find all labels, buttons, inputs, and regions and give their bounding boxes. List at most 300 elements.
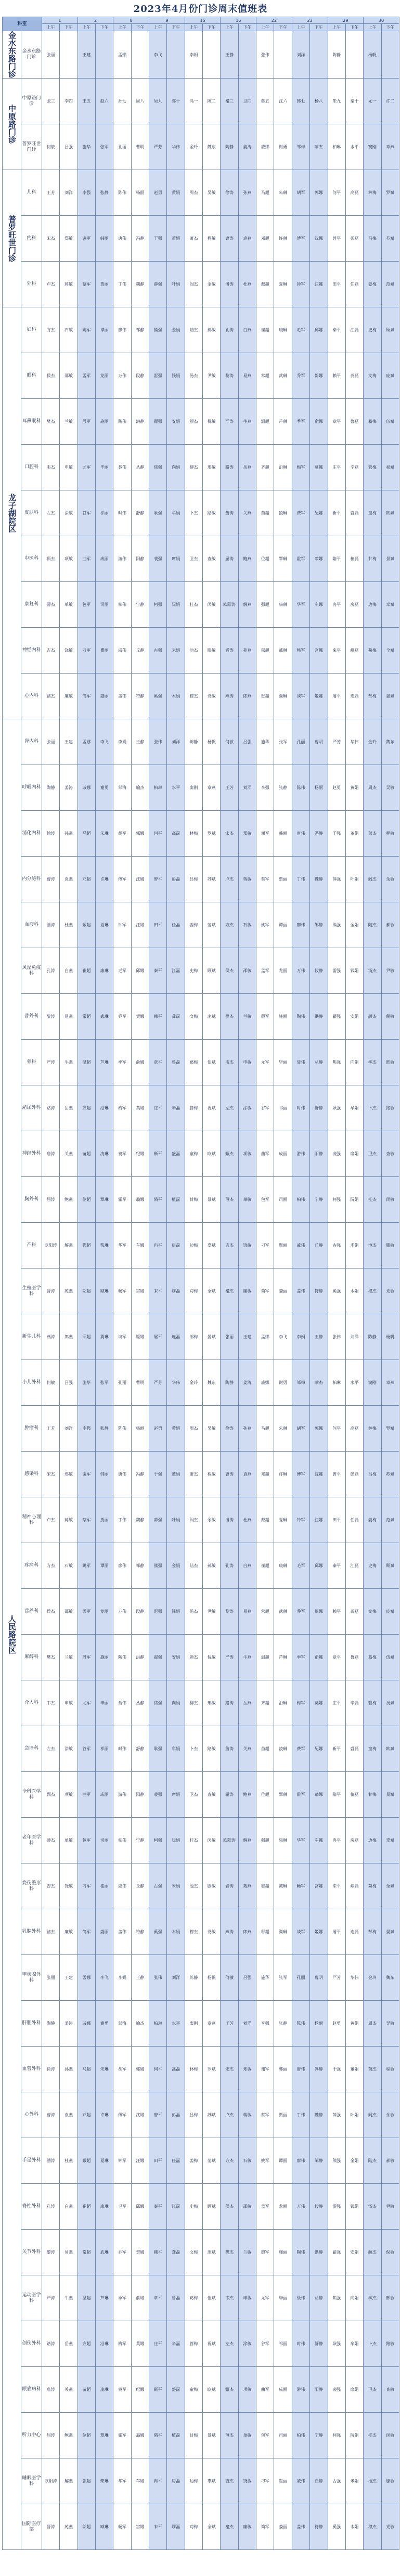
duty-cell <box>77 2275 95 2321</box>
doctor-name: 赵勇 <box>153 1426 162 1431</box>
doctor-name: 甘梅 <box>189 1197 198 1202</box>
doctor-name: 滕敏 <box>386 2479 395 2483</box>
doctor-name: 曹涛 <box>225 236 234 241</box>
doctor-name: 阎杰 <box>368 2113 377 2117</box>
duty-cell <box>256 1452 274 1497</box>
duty-cell <box>274 1314 292 1360</box>
duty-cell <box>203 1680 221 1726</box>
duty-cell <box>364 1543 381 1589</box>
doctor-name: 安娟 <box>350 2250 359 2255</box>
doctor-name: 涂敏 <box>64 511 73 515</box>
duty-cell <box>131 79 149 124</box>
doctor-name: 伍斌 <box>386 419 395 424</box>
duty-cell <box>310 1635 328 1680</box>
doctor-name: 邹梅 <box>118 2021 127 2026</box>
doctor-name: 廉敏 <box>64 694 73 698</box>
doctor-name: 隋平 <box>332 1792 341 1797</box>
half-day-header: 下午 <box>310 24 328 31</box>
duty-cell <box>185 1955 202 2001</box>
doctor-name: 陈静 <box>332 52 341 57</box>
duty-cell <box>345 1543 363 1589</box>
duty-cell <box>328 994 345 1040</box>
duty-cell <box>131 674 149 719</box>
doctor-name: 蔡军 <box>261 2113 269 2117</box>
doctor-name: 沈娜 <box>136 877 145 882</box>
doctor-name: 张静 <box>279 785 288 790</box>
doctor-name: 芦琳 <box>279 419 288 424</box>
duty-cell <box>345 628 363 674</box>
doctor-name: 符静 <box>136 694 145 698</box>
duty-cell <box>381 1909 399 1955</box>
doctor-name: 邹静 <box>136 1563 145 1568</box>
doctor-name: 耿强 <box>153 1746 162 1751</box>
duty-cell <box>203 1040 221 1085</box>
duty-cell <box>60 353 77 399</box>
duty-cell <box>238 2321 256 2367</box>
duty-cell <box>77 536 95 582</box>
doctor-name: 莫娜 <box>314 465 323 470</box>
duty-cell <box>310 2413 328 2458</box>
doctor-name: 奚强 <box>332 2525 341 2529</box>
dept-name: 心内科 <box>21 674 42 719</box>
duty-cell <box>381 31 399 79</box>
half-day-header: 下午 <box>60 24 77 31</box>
duty-cell <box>310 811 328 857</box>
doctor-name: 牛燕 <box>243 419 252 424</box>
doctor-name: 熊强 <box>153 1563 162 1568</box>
doctor-name: 石敏 <box>243 2158 252 2163</box>
dept-name: 肾内科 <box>21 719 42 765</box>
duty-cell <box>310 1040 328 1085</box>
doctor-name: 江磊 <box>172 2204 180 2209</box>
doctor-name: 郭娜 <box>314 1426 323 1431</box>
doctor-name: 焦强 <box>332 1060 341 1065</box>
doctor-name: 景斌 <box>207 2433 216 2438</box>
doctor-name: 宋杰 <box>46 236 55 241</box>
duty-cell <box>185 1040 202 1085</box>
doctor-name: 冀琳 <box>100 1335 109 1339</box>
duty-cell <box>328 1635 345 1680</box>
duty-cell <box>310 124 328 170</box>
doctor-name: 童梅 <box>368 1746 377 1751</box>
duty-cell <box>77 902 95 948</box>
doctor-name: 宁静 <box>136 602 145 607</box>
duty-cell <box>292 2458 309 2504</box>
doctor-name: 庞斌 <box>386 1609 395 1614</box>
duty-cell <box>203 124 221 170</box>
doctor-name: 葛梅 <box>189 2296 198 2300</box>
doctor-name: 孟军 <box>261 2204 269 2209</box>
doctor-name: 杜燕 <box>243 1518 252 1522</box>
doctor-name: 陈伟 <box>118 190 127 195</box>
doctor-name: 窦刚 <box>189 2021 198 2026</box>
doctor-name: 邓超 <box>82 2113 91 2117</box>
duty-cell <box>364 536 381 582</box>
doctor-name: 盛磊 <box>350 1746 359 1751</box>
duty-cell <box>203 765 221 811</box>
duty-cell <box>185 2138 202 2184</box>
doctor-name: 杨八 <box>314 99 323 103</box>
doctor-name: 高磊 <box>350 190 359 195</box>
dept-name: 疼痛科 <box>21 1543 42 1589</box>
doctor-name: 张伟 <box>261 52 269 57</box>
doctor-name: 陶伟 <box>118 419 127 424</box>
duty-cell <box>60 2458 77 2504</box>
doctor-name: 查敏 <box>207 556 216 561</box>
doctor-name: 倪敏 <box>386 1014 395 1019</box>
duty-cell <box>96 1085 113 1131</box>
doctor-name: 时伟 <box>118 1746 127 1751</box>
duty-cell <box>149 2367 167 2413</box>
duty-cell <box>42 1268 60 1314</box>
doctor-name: 陆杰 <box>189 328 198 332</box>
doctor-name: 徐涛 <box>225 190 234 195</box>
doctor-name: 殷军 <box>261 1014 269 1019</box>
doctor-name: 邢敏 <box>207 1701 216 1705</box>
doctor-name: 司丽 <box>279 2433 288 2438</box>
duty-cell <box>131 445 149 490</box>
duty-cell <box>96 1909 113 1955</box>
doctor-name: 柴琳 <box>100 2479 109 2483</box>
doctor-name: 党敏 <box>207 694 216 698</box>
doctor-name: 张静 <box>100 190 109 195</box>
doctor-name: 段静 <box>136 1609 145 1614</box>
duty-cell <box>310 674 328 719</box>
doctor-name: 夏琳 <box>279 282 288 287</box>
doctor-name: 兰敏 <box>243 1014 252 1019</box>
doctor-name: 涂敏 <box>64 1746 73 1751</box>
duty-cell <box>96 2275 113 2321</box>
duty-cell <box>60 1772 77 1818</box>
duty-cell <box>203 1772 221 1818</box>
doctor-name: 于强 <box>153 236 162 241</box>
duty-cell <box>274 1131 292 1177</box>
doctor-name: 邵敏 <box>243 968 252 973</box>
duty-cell <box>96 1268 113 1314</box>
doctor-name: 魏东 <box>386 1975 395 1980</box>
doctor-name: 何平 <box>153 831 162 836</box>
doctor-name: 刘洋 <box>172 740 180 744</box>
duty-cell <box>96 1452 113 1497</box>
dept-name: 风湿免疫科 <box>21 948 42 994</box>
duty-cell <box>60 1040 77 1085</box>
duty-cell <box>274 536 292 582</box>
doctor-name: 殷军 <box>82 1655 91 1660</box>
doctor-name: 陆杰 <box>189 1563 198 1568</box>
duty-cell <box>292 994 309 1040</box>
date-header: 2 <box>77 17 113 24</box>
duty-cell <box>221 1589 238 1635</box>
doctor-name: 张静 <box>279 2021 288 2026</box>
campus-label: 普罗旺世门诊 <box>3 170 21 307</box>
doctor-name: 隋平 <box>153 2433 162 2438</box>
doctor-name: 谈军 <box>118 1335 127 1339</box>
duty-cell <box>221 399 238 445</box>
duty-cell <box>149 1726 167 1772</box>
duty-cell <box>96 1863 113 1909</box>
duty-cell <box>292 79 309 124</box>
doctor-name: 白燕 <box>64 968 73 973</box>
duty-cell <box>131 948 149 994</box>
duty-cell <box>113 948 131 994</box>
doctor-name: 牟娟 <box>350 1106 359 1110</box>
duty-cell <box>96 582 113 628</box>
duty-cell <box>131 1680 149 1726</box>
doctor-name: 褚杰 <box>46 694 55 698</box>
doctor-name: 钱娟 <box>350 968 359 973</box>
duty-cell <box>238 1589 256 1635</box>
duty-cell <box>364 1863 381 1909</box>
doctor-name: 钟军 <box>296 282 305 287</box>
doctor-name: 汪娜 <box>136 2158 145 2163</box>
duty-cell <box>42 490 60 536</box>
doctor-name: 屈涛 <box>46 1197 55 1202</box>
duty-cell <box>238 1177 256 1223</box>
doctor-name: 卜杰 <box>189 511 198 515</box>
duty-cell <box>310 1085 328 1131</box>
date-header: 8 <box>113 17 149 24</box>
doctor-name: 丘静 <box>314 1243 323 1248</box>
duty-cell <box>77 1406 95 1452</box>
dept-name: 血管外科 <box>21 2047 42 2092</box>
duty-cell <box>256 674 274 719</box>
doctor-name: 汪娜 <box>314 282 323 287</box>
doctor-name: 岳燕 <box>243 465 252 470</box>
doctor-name: 甘梅 <box>368 1792 377 1797</box>
doctor-name: 瞿丽 <box>100 1884 109 1888</box>
duty-cell <box>131 262 149 307</box>
doctor-name: 兰敏 <box>64 419 73 424</box>
doctor-name: 熊强 <box>153 328 162 332</box>
doctor-name: 盖伟 <box>296 2525 305 2529</box>
doctor-name: 雷强 <box>153 1609 162 1614</box>
doctor-name: 谢军 <box>261 2067 269 2072</box>
duty-cell <box>185 1635 202 1680</box>
doctor-name: 方杰 <box>46 1563 55 1568</box>
doctor-name: 张军 <box>279 740 288 744</box>
doctor-name: 毛军 <box>118 2204 127 2209</box>
duty-cell <box>274 2413 292 2458</box>
doctor-name: 晏斌 <box>207 1335 216 1339</box>
duty-cell <box>310 353 328 399</box>
doctor-name: 苗超 <box>82 2387 91 2392</box>
doctor-name: 冀琳 <box>279 694 288 698</box>
doctor-name: 高磊 <box>172 831 180 836</box>
doctor-name: 杨丽 <box>314 785 323 790</box>
duty-cell <box>345 1040 363 1085</box>
doctor-name: 伍斌 <box>207 2296 216 2300</box>
duty-cell <box>328 124 345 170</box>
duty-cell <box>256 1497 274 1543</box>
duty-cell <box>364 2138 381 2184</box>
doctor-name: 华军 <box>118 1243 127 1248</box>
duty-cell <box>310 31 328 79</box>
duty-cell <box>149 1452 167 1497</box>
doctor-name: 米娟 <box>172 1884 180 1888</box>
doctor-name: 杨帆 <box>207 740 216 744</box>
duty-cell <box>292 1085 309 1131</box>
duty-cell <box>256 1863 274 1909</box>
doctor-name: 成丽 <box>279 1151 288 1156</box>
duty-cell <box>238 1680 256 1726</box>
duty-cell <box>256 1955 274 2001</box>
doctor-name: 薄杰 <box>46 1838 55 1843</box>
duty-cell <box>77 994 95 1040</box>
duty-cell <box>149 1589 167 1635</box>
doctor-name: 何敏 <box>225 740 234 744</box>
doctor-name: 吕梅 <box>368 236 377 241</box>
doctor-name: 纪娜 <box>314 511 323 515</box>
doctor-name: 贾丽 <box>100 282 109 287</box>
dept-name: 神经内科 <box>21 628 42 674</box>
duty-cell <box>113 719 131 765</box>
doctor-name: 马超 <box>261 190 269 195</box>
doctor-name: 严芳 <box>153 145 162 149</box>
dept-name: 消化内科 <box>21 811 42 857</box>
doctor-name: 吴敏 <box>386 2021 395 2026</box>
doctor-name: 褚杰 <box>225 1289 234 1293</box>
doctor-name: 安娟 <box>350 1014 359 1019</box>
duty-cell <box>292 124 309 170</box>
duty-cell <box>42 1406 60 1452</box>
doctor-name: 郝敏 <box>386 2158 395 2163</box>
duty-cell <box>274 2230 292 2275</box>
duty-cell <box>221 2047 238 2092</box>
duty-cell <box>292 1452 309 1497</box>
duty-cell <box>310 79 328 124</box>
doctor-name: 叶娟 <box>172 1518 180 1522</box>
duty-cell <box>292 536 309 582</box>
doctor-name: 包军 <box>261 2433 269 2438</box>
doctor-name: 季军 <box>296 1655 305 1660</box>
doctor-name: 韦杰 <box>225 1060 234 1065</box>
doctor-name: 贾丽 <box>279 2113 288 2117</box>
doctor-name: 向娟 <box>350 2296 359 2300</box>
doctor-name: 周杰 <box>189 1426 198 1431</box>
doctor-name: 郝敏 <box>207 1563 216 1568</box>
duty-cell <box>221 628 238 674</box>
doctor-name: 吉杰 <box>46 648 55 653</box>
doctor-name: 苟梅 <box>189 2525 198 2529</box>
doctor-name: 简军 <box>82 1930 91 1934</box>
doctor-name: 翟强 <box>153 419 162 424</box>
duty-cell <box>381 79 399 124</box>
duty-cell <box>328 2504 345 2550</box>
duty-cell <box>345 2092 363 2138</box>
doctor-name: 桂杰 <box>189 1838 198 1843</box>
doctor-name: 卜杰 <box>368 1106 377 1110</box>
duty-cell <box>185 170 202 216</box>
duty-cell <box>256 2413 274 2458</box>
duty-cell <box>167 1909 185 1955</box>
duty-cell <box>42 307 60 353</box>
duty-cell <box>292 719 309 765</box>
duty-cell <box>167 1406 185 1452</box>
schedule-row <box>3 1863 399 1909</box>
doctor-name: 来平 <box>332 648 341 653</box>
duty-cell <box>364 170 381 216</box>
duty-cell <box>77 2184 95 2230</box>
duty-cell <box>131 2092 149 2138</box>
doctor-name: 奚强 <box>153 1930 162 1934</box>
doctor-name: 单敏 <box>243 2433 252 2438</box>
duty-cell <box>310 1406 328 1452</box>
doctor-name: 段静 <box>314 2204 323 2209</box>
doctor-name: 沈娜 <box>314 236 323 241</box>
doctor-name: 庞斌 <box>386 373 395 378</box>
duty-cell <box>149 948 167 994</box>
duty-cell <box>221 2092 238 2138</box>
duty-cell <box>96 2047 113 2092</box>
duty-cell <box>149 719 167 765</box>
duty-cell <box>149 124 167 170</box>
duty-cell <box>345 1223 363 1268</box>
doctor-name: 喻杰 <box>314 1380 323 1385</box>
duty-cell <box>60 2001 77 2047</box>
doctor-name: 解燕 <box>64 2479 73 2483</box>
doctor-name: 查敏 <box>386 1151 395 1156</box>
duty-cell <box>131 1818 149 1863</box>
schedule-row <box>3 1268 399 1314</box>
doctor-name: 郝敏 <box>207 328 216 332</box>
duty-cell <box>167 2321 185 2367</box>
duty-cell <box>167 124 185 170</box>
doctor-name: 齐超 <box>261 1701 269 1705</box>
duty-cell <box>274 2275 292 2321</box>
duty-cell <box>292 1040 309 1085</box>
duty-cell <box>221 1040 238 1085</box>
duty-cell <box>381 674 399 719</box>
schedule-row <box>3 1635 399 1680</box>
doctor-name: 辜斌 <box>386 1838 395 1843</box>
dept-name: 肝胆外科 <box>21 2001 42 2047</box>
dept-name: 金水东路门诊 <box>21 31 42 79</box>
doctor-name: 郭娜 <box>136 831 145 836</box>
duty-cell <box>292 31 309 79</box>
doctor-name: 温超 <box>82 2296 91 2300</box>
doctor-name: 闵敏 <box>386 2433 395 2438</box>
doctor-name: 康琳 <box>279 328 288 332</box>
doctor-name: 凌琳 <box>100 1151 109 1156</box>
duty-cell <box>96 1360 113 1406</box>
duty-cell <box>167 2504 185 2550</box>
doctor-name: 时伟 <box>118 511 127 515</box>
doctor-name: 施华 <box>261 740 269 744</box>
doctor-name: 宋杰 <box>225 2067 234 2072</box>
duty-cell <box>149 1131 167 1177</box>
doctor-name: 贺娜 <box>136 1014 145 1019</box>
doctor-name: 聂伟 <box>296 2296 305 2300</box>
doctor-name: 苏斌 <box>207 877 216 882</box>
duty-cell <box>292 1772 309 1818</box>
doctor-name: 孔涛 <box>46 2204 55 2209</box>
doctor-name: 谈军 <box>296 694 305 698</box>
duty-cell <box>167 1589 185 1635</box>
duty-cell <box>131 1085 149 1131</box>
doctor-name: 包军 <box>82 602 91 607</box>
schedule-row <box>3 1223 399 1268</box>
doctor-name: 凌琳 <box>279 1746 288 1751</box>
doctor-name: 阎杰 <box>189 282 198 287</box>
duty-cell <box>96 31 113 79</box>
duty-cell <box>381 948 399 994</box>
duty-cell <box>238 994 256 1040</box>
doctor-name: 施华 <box>82 1380 91 1385</box>
doctor-name: 严芳 <box>332 1975 341 1980</box>
doctor-name: 龙丽 <box>279 2204 288 2209</box>
doctor-name: 吕梅 <box>189 877 198 882</box>
duty-cell <box>131 2504 149 2550</box>
